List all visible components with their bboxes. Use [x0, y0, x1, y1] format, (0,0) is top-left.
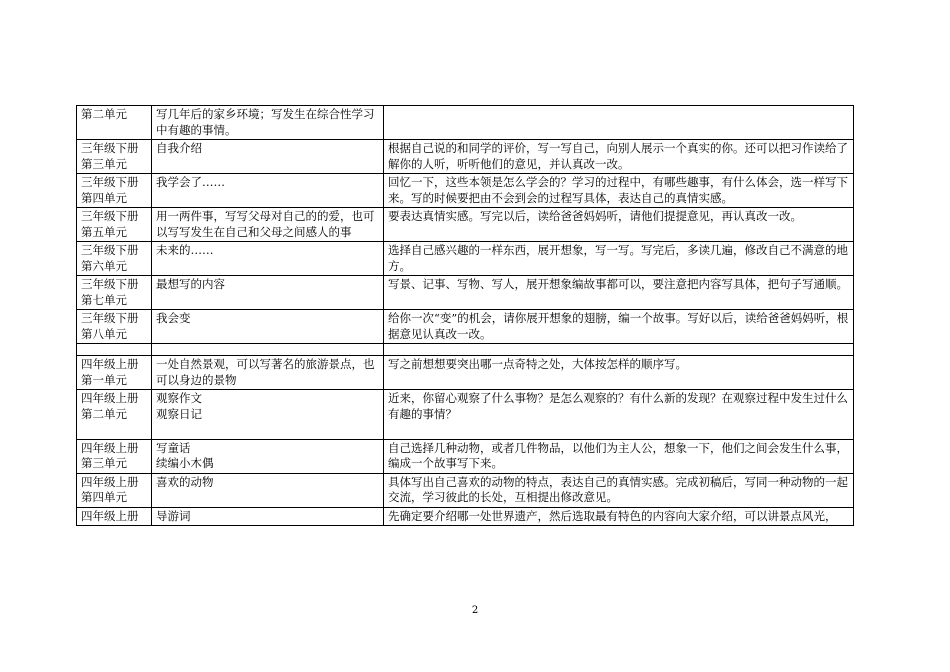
requirement-cell — [384, 276, 854, 310]
requirement-cell — [384, 507, 854, 526]
topic-line: 未来的…… — [156, 243, 214, 257]
spacer-row — [77, 344, 854, 356]
topic-line: 最想写的内容 — [156, 277, 225, 291]
topic-line: 用一两件事，写写父母对自己的的爱，也可以写写发生在自己和父母之间感人的事 — [156, 209, 375, 239]
unit-cell — [77, 174, 152, 208]
unit-line: 四年级上册 — [81, 440, 139, 455]
empty-cell — [152, 344, 384, 356]
table-row — [77, 310, 854, 344]
unit-line: 四年级上册 — [81, 474, 139, 489]
unit-line: 第四单元 — [81, 190, 127, 205]
requirement-line: 写之前想想要突出哪一点奇特之处，大体按怎样的顺序写。 — [388, 357, 687, 371]
topic-line: 一处自然景观，可以写著名的旅游景点，也可以身边的景物 — [156, 357, 375, 387]
requirement-cell — [384, 140, 854, 174]
cell-spacer — [388, 422, 849, 438]
requirement-cell — [384, 439, 854, 473]
table-row — [77, 208, 854, 242]
requirement-line: 先确定要介绍哪一处世界遗产，然后选取最有特色的内容向大家介绍，可以讲景点风光， — [388, 508, 837, 523]
requirement-line — [388, 107, 849, 123]
table-row — [77, 356, 854, 390]
requirement-line: 选择自己感兴趣的一样东西，展开想象，写一写。写完后，多读几遍，修改自己不满意的地方。 — [388, 243, 848, 273]
topic-line: 写几年后的家乡环境；写发生在综合性学习中有趣的事情。 — [156, 107, 375, 137]
unit-cell — [77, 242, 152, 276]
topic-line: 我会变 — [156, 311, 191, 325]
unit-cell — [77, 106, 152, 140]
requirement-line: 近来，你留心观察了什么事物？是怎么观察的？有什么新的发现？在观察过程中发生过什么有趣的事情？ — [388, 391, 848, 421]
unit-cell — [77, 439, 152, 473]
topic-line: 喜欢的动物 — [156, 474, 214, 489]
requirement-line: 写景、记事、写物、写人，展开想象编故事都可以，要注意把内容写具体，把句子写通顺。 — [388, 277, 848, 291]
requirement-line: 具体写出自己喜欢的动物的特点，表达自己的真情实感。完成初稿后，写同一种动物的一起交流，学习彼此的长处，互相提出修改意见。 — [388, 474, 848, 504]
requirement-line: 回忆一下，这些本领是怎么学会的？学习的过程中，有哪些趣事，有什么体会，选一样写下来。写的时候要把由不会到会的过程写具体，表达自己的真情实感。 — [388, 175, 848, 205]
requirement-cell — [384, 390, 854, 440]
writing-assignment-table — [76, 105, 854, 526]
unit-line: 第七单元 — [81, 292, 127, 307]
table-row — [77, 439, 854, 473]
empty-cell — [77, 344, 152, 356]
unit-line: 第二单元 — [81, 406, 127, 421]
topic-cell — [152, 174, 384, 208]
unit-line: 三年级下册 — [81, 141, 139, 155]
table-row — [77, 390, 854, 440]
topic-cell — [152, 140, 384, 174]
topic-cell — [152, 276, 384, 310]
topic-cell — [152, 106, 384, 140]
unit-cell — [77, 507, 152, 526]
requirement-cell — [384, 310, 854, 344]
unit-cell — [77, 390, 152, 440]
topic-line: 我学会了…… — [156, 175, 225, 189]
unit-cell — [77, 208, 152, 242]
requirement-line: 根据自己说的和同学的评价，写一写自己，向别人展示一个真实的你。还可以把习作读给了解你的人听，听听他们的意见，并认真改一改。 — [388, 141, 848, 171]
table-row — [77, 106, 854, 140]
unit-line: 第五单元 — [81, 224, 127, 239]
requirement-cell — [384, 208, 854, 242]
topic-line: 观察作文 — [156, 391, 202, 405]
unit-line: 四年级上册 — [81, 391, 139, 405]
unit-cell — [77, 356, 152, 390]
topic-line: 写童话 — [156, 440, 191, 455]
unit-cell — [77, 310, 152, 344]
requirement-cell — [384, 356, 854, 390]
unit-line: 第三单元 — [81, 456, 127, 470]
requirement-cell — [384, 174, 854, 208]
unit-cell — [77, 140, 152, 174]
unit-cell — [77, 276, 152, 310]
requirement-line: 要表达真情实感。写完以后，读给爸爸妈妈听，请他们提提意见，再认真改一改。 — [388, 209, 802, 223]
topic-line: 导游词 — [156, 508, 191, 523]
table-row — [77, 174, 854, 208]
requirement-line: 给你一次“变”的机会，请你展开想象的翅膀，编一个故事。写好以后，读给爸爸妈妈听，根据意见认真改一改。 — [388, 311, 849, 341]
unit-line: 第三单元 — [81, 156, 127, 171]
page-number: 2 — [471, 605, 479, 616]
topic-line: 续编小木偶 — [156, 456, 214, 470]
topic-cell — [152, 390, 384, 440]
topic-cell — [152, 242, 384, 276]
unit-line: 第二单元 — [81, 107, 127, 121]
topic-cell — [152, 310, 384, 344]
requirement-line: 自己选择几种动物，或者几件物品，以他们为主人公，想象一下，他们之间会发生什么事，编成一个故事写下来。 — [388, 440, 848, 470]
unit-line: 四年级上册 — [81, 508, 139, 523]
empty-cell — [384, 344, 854, 356]
topic-cell — [152, 507, 384, 526]
topic-line: 自我介绍 — [156, 141, 202, 155]
unit-line: 三年级下册 — [81, 277, 139, 291]
unit-line: 三年级下册 — [81, 175, 139, 189]
topic-cell — [152, 356, 384, 390]
unit-line: 三年级下册 — [81, 209, 139, 223]
unit-line: 四年级上册 — [81, 357, 139, 371]
unit-line: 第四单元 — [81, 490, 127, 504]
table-row — [77, 276, 854, 310]
unit-cell — [77, 473, 152, 507]
topic-line: 观察日记 — [156, 406, 202, 421]
table-row — [77, 140, 854, 174]
requirement-cell — [384, 473, 854, 507]
requirement-cell — [384, 242, 854, 276]
table-row — [77, 473, 854, 507]
table-row — [77, 507, 854, 526]
unit-line: 三年级下册 — [81, 311, 139, 325]
unit-line: 第一单元 — [81, 372, 127, 387]
unit-line: 三年级下册 — [81, 243, 139, 257]
table-row — [77, 242, 854, 276]
topic-cell — [152, 473, 384, 507]
unit-line: 第八单元 — [81, 326, 127, 341]
unit-line: 第六单元 — [81, 258, 127, 273]
topic-cell — [152, 208, 384, 242]
requirement-cell — [384, 106, 854, 140]
topic-cell — [152, 439, 384, 473]
